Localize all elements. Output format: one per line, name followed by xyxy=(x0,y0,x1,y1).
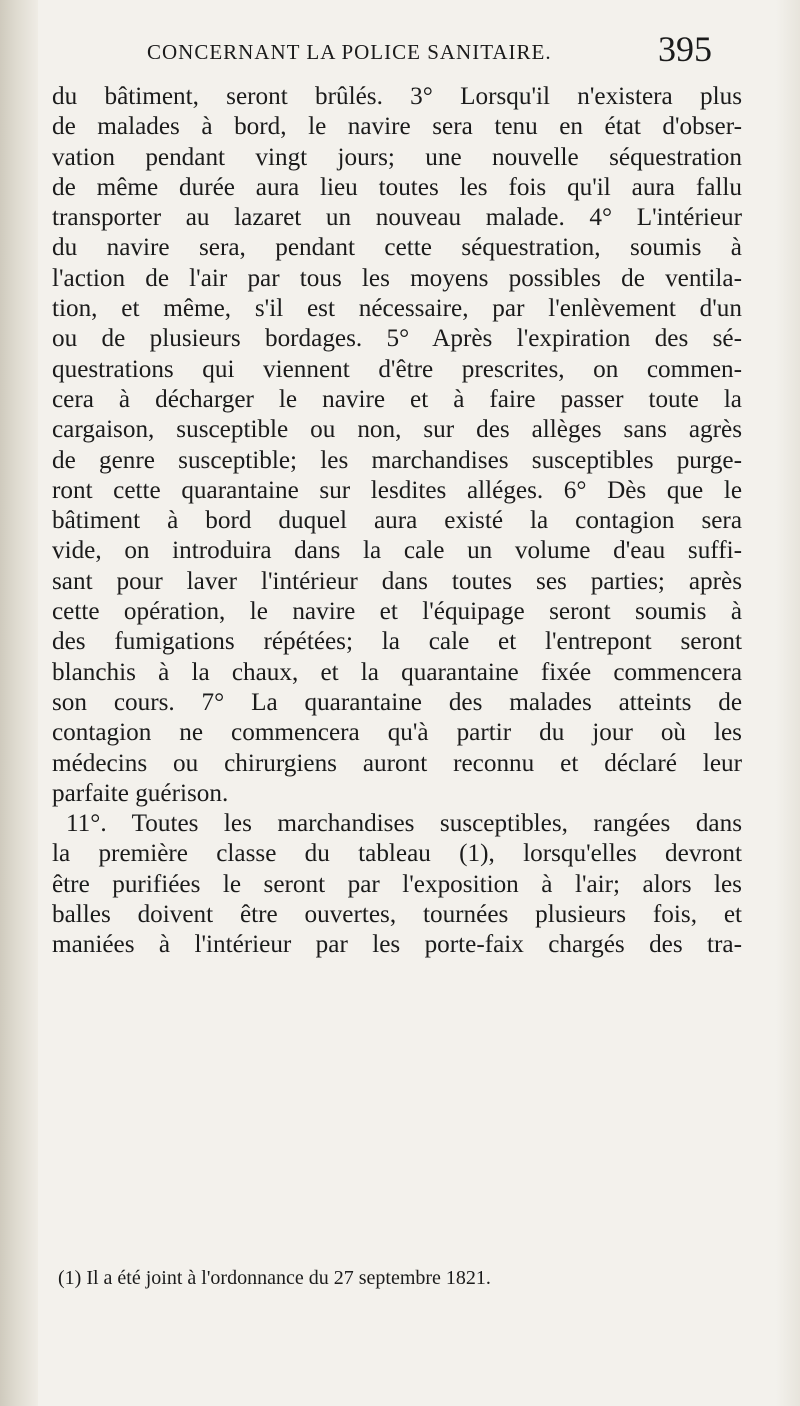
text-line: questrations qui viennent d'être prescrites, on commen- xyxy=(52,355,742,383)
text-line: balles doivent être ouvertes, tournées plusieurs fois, et xyxy=(52,901,742,929)
text-line: de genre susceptible; les marchandises susceptibles purge- xyxy=(52,446,742,474)
text-line: ou de plusieurs bordages. 5° Après l'expiration des sé- xyxy=(52,325,742,353)
footnote: (1) Il a été joint à l'ordonnance du 27 septembre 1821. xyxy=(58,1267,491,1289)
page-number: 395 xyxy=(658,29,712,69)
text-line: cera à décharger le navire et à faire passer toute la xyxy=(52,385,742,413)
book-binding-shadow xyxy=(0,0,38,1406)
text-line: transporter au lazaret un nouveau malade. 4° L'intérieur xyxy=(52,204,742,232)
text-line: du navire sera, pendant cette séquestration, soumis à xyxy=(52,234,742,262)
text-line: de malades à bord, le navire sera tenu en état d'obser- xyxy=(52,113,742,141)
text-line: 11°. Toutes les marchandises susceptibles, rangées dans xyxy=(66,810,742,838)
text-line: maniées à l'intérieur par les porte-faix chargés des tra- xyxy=(52,931,742,959)
text-line: la première classe du tableau (1), lorsqu'elles devront xyxy=(52,840,742,868)
text-line: l'action de l'air par tous les moyens possibles de ventila- xyxy=(52,264,742,292)
text-line: sant pour laver l'intérieur dans toutes ses parties; après xyxy=(52,567,742,595)
running-title: CONCERNANT LA POLICE SANITAIRE. xyxy=(147,40,552,64)
page-edge xyxy=(776,0,800,1406)
text-line: du bâtiment, seront brûlés. 3° Lorsqu'il n'existera plus xyxy=(52,83,742,110)
text-line: parfaite guérison. xyxy=(52,779,229,807)
text-line: cargaison, susceptible ou non, sur des allèges sans agrès xyxy=(52,416,742,444)
text-line: médecins ou chirurgiens auront reconnu et déclaré leur xyxy=(52,749,742,777)
body-text xyxy=(52,82,742,961)
text-line: cette opération, le navire et l'équipage seront soumis à xyxy=(52,598,742,626)
text-line: contagion ne commencera qu'à partir du jour où les xyxy=(52,719,742,747)
page-header xyxy=(52,0,742,78)
text-line: bâtiment à bord duquel aura existé la contagion sera xyxy=(52,507,742,535)
text-line: vide, on introduira dans la cale un volume d'eau suffi- xyxy=(52,537,742,565)
text-line: tion, et même, s'il est nécessaire, par l'enlèvement d'un xyxy=(52,295,742,323)
text-line: blanchis à la chaux, et la quarantaine fixée commencera xyxy=(52,658,742,686)
text-line: être purifiées le seront par l'exposition à l'air; alors les xyxy=(52,870,742,898)
text-line: son cours. 7° La quarantaine des malades atteints de xyxy=(52,688,742,716)
text-line: vation pendant vingt jours; une nouvelle séquestration xyxy=(52,143,742,171)
text-line: ront cette quarantaine sur lesdites alléges. 6° Dès que le xyxy=(52,476,742,504)
document-page xyxy=(52,0,742,1289)
text-line: des fumigations répétées; la cale et l'entrepont seront xyxy=(52,628,742,656)
text-line: de même durée aura lieu toutes les fois qu'il aura fallu xyxy=(52,173,742,201)
